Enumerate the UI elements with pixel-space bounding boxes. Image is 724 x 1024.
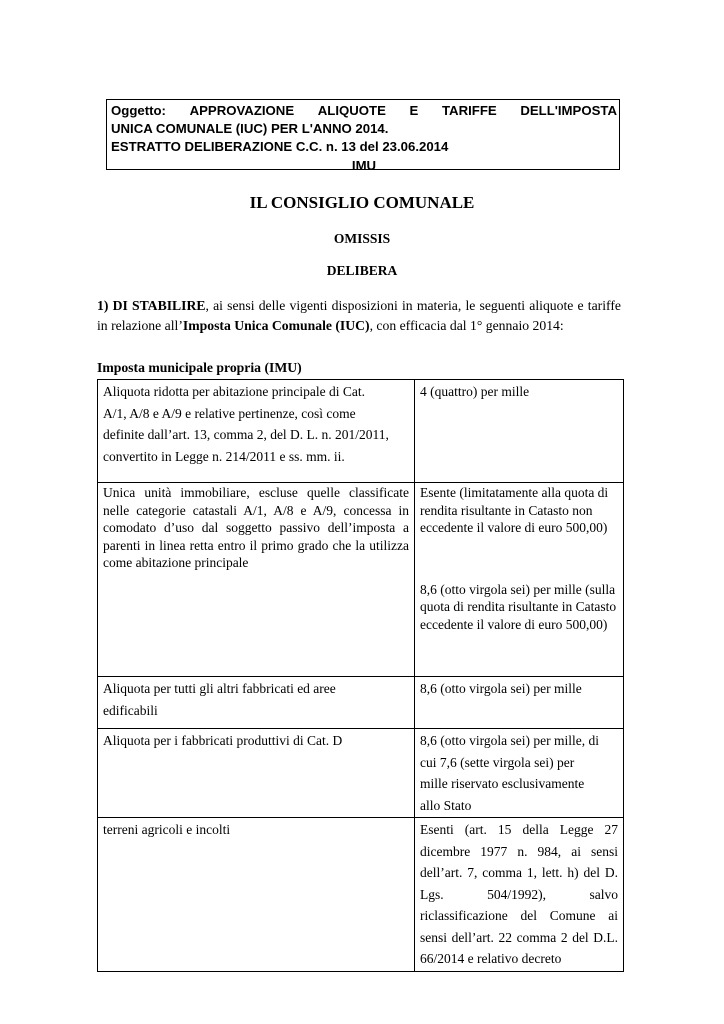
intro-paragraph: 1) DI STABILIRE, ai sensi delle vigenti disposizioni in materia, le seguenti aliquote e tariffe in relazione all’Imposta Unica Comunale (IUC), con efficacia dal 1° gennaio 2014: [97,298,621,333]
table-cell-description: Aliquota ridotta per abitazione principale di Cat. A/1, A/8 e A/9 e relative pertinenze, così come definite dall’art. 13, comma 2, del D. L. n. 201/2011, convertito in Legge n. 214/2011 e ss. mm. ii. [98,380,415,483]
table-row [98,483,624,677]
subject-line-2: UNICA COMUNALE (IUC) PER L'ANNO 2014. [111,121,389,137]
section-title: Imposta municipale propria (IMU) [97,360,302,375]
subject-box [106,99,620,173]
table-cell-description: Unica unità immobiliare, escluse quelle classificate nelle categorie catastali A/1, A/8 e A/9, concessa in comodato d’uso dal soggetto passivo dell’imposta a parenti in linea retta entro il primo grado che la utilizza come abitazione principale [98,483,415,677]
intro-number: 1) DI STABILIRE [97,298,206,313]
table-cell-rate: 8,6 (otto virgola sei) per mille, di cui 7,6 (sette virgola sei) per mille riservato esclusivamente allo Stato [415,729,624,818]
table-cell-description: Aliquota per i fabbricati produttivi di Cat. D [98,729,415,818]
subject-line-4: IMU [351,157,377,173]
subject-line-3: ESTRATTO DELIBERAZIONE C.C. n. 13 del 23.06.2014 [111,139,449,155]
table-cell-description: Aliquota per tutti gli altri fabbricati ed aree edificabili [98,677,415,729]
table-cell-rate: 4 (quattro) per mille [415,380,624,483]
table-row [98,380,624,483]
delibera-heading: DELIBERA [326,263,398,278]
table-cell-rate: Esenti (art. 15 della Legge 27 dicembre 1977 n. 984, ai sensi dell’art. 7, comma 1, lett. h) del D. Lgs. 504/1992), salvo riclassificazione del Comune ai sensi dell’art. 22 comma 2 del D.L. 66/2014 e relativo decreto [415,818,624,972]
table-cell-rate: 8,6 (otto virgola sei) per mille [415,677,624,729]
table-cell-description: terreni agricoli e incolti [98,818,415,972]
table-cell-rate: Esente (limitatamente alla quota di rendita risultante in Catasto non eccedente il valore di euro 500,00) 8,6 (otto virgola sei) per mille (sulla quota di rendita risultante in Catasto eccedente il valore di euro 500,00) [415,483,624,677]
council-heading: IL CONSIGLIO COMUNALE [249,193,475,212]
subject-line-1: Oggetto: APPROVAZIONE ALIQUOTE E TARIFFE DELL'IMPOSTA [111,102,617,120]
rates-table [97,379,624,972]
subject-label: Oggetto: [111,103,166,118]
omissis-heading: OMISSIS [333,231,391,246]
table-row [98,729,624,818]
table-row [98,818,624,972]
table-row [98,677,624,729]
intro-tax-name: Imposta Unica Comunale (IUC) [182,317,370,333]
